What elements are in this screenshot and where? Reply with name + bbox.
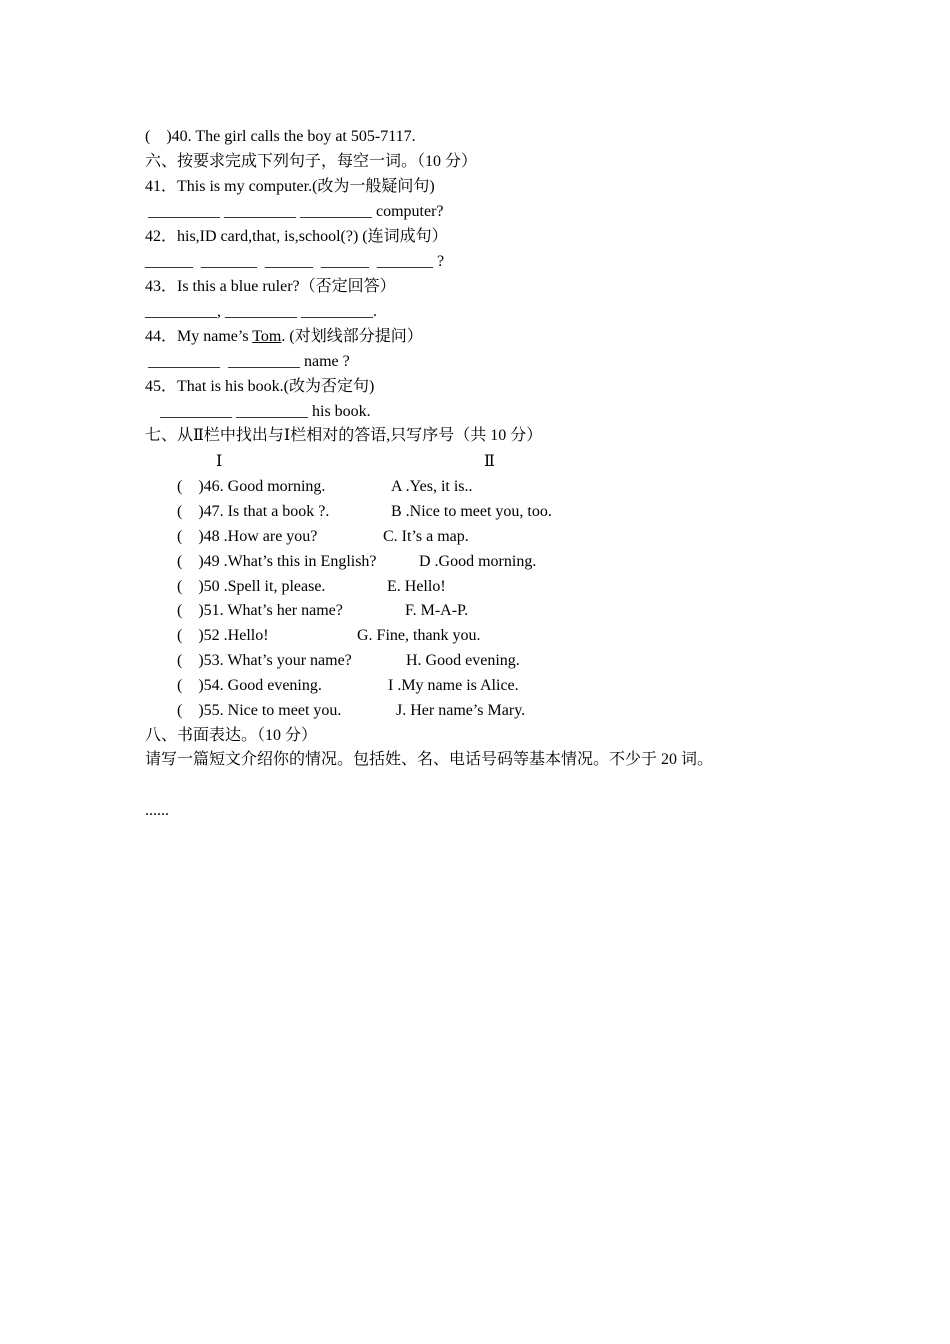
match-answer: I .My name is Alice. [388,677,519,694]
match-question: ( )55. Nice to meet you. [177,702,342,719]
match-answer: E. Hello! [387,578,446,595]
match-question: ( )54. Good evening. [177,677,322,694]
question-45-prompt: 45．That is his book.(改为否定句) [145,378,375,395]
match-answer: C. It’s a map. [383,528,469,545]
match-question: ( )53. What’s your name? [177,652,352,669]
section-8-title: 八、书面表达。（10 分） [145,727,318,744]
question-42-prompt: 42．his,ID card,that, is,school(?) (连词成句） [145,228,448,245]
question-40: ( )40. The girl calls the boy at 505-7117. [145,128,416,145]
question-41-prompt: 41．This is my computer.(改为一般疑问句) [145,178,435,195]
match-question: ( )52 .Hello! [177,627,269,644]
question-44-prefix: 44．My name’s [145,328,253,345]
question-44-prompt [145,327,423,347]
column-1-heading: Ⅰ [216,453,223,470]
match-question: ( )47. Is that a book ?. [177,503,330,520]
match-question: ( )48 .How are you? [177,528,318,545]
question-44-underlined: Tom [252,328,282,345]
question-43-prompt: 43．Is this a blue ruler?（否定回答） [145,278,396,295]
question-44-answer: _________ _________ name ? [148,353,350,370]
column-2-heading: Ⅱ [484,453,495,470]
match-answer: A .Yes, it is.. [391,478,473,495]
section-8-ellipsis: ...... [145,802,169,819]
question-41-answer: _________ _________ _________ computer? [148,203,444,220]
question-42-answer: ______ _______ ______ ______ _______ ? [145,253,445,270]
match-answer: H. Good evening. [406,652,520,669]
match-question: ( )49 .What’s this in English? [177,553,377,570]
section-7-title: 七、从Ⅱ栏中找出与Ⅰ栏相对的答语,只写序号（共 10 分） [145,427,543,444]
match-answer: F. M-A-P. [405,602,469,619]
section-8-prompt: 请写一篇短文介绍你的情况。包括姓、名、电话号码等基本情况。不少于 20 词。 [145,751,714,768]
match-answer: D .Good morning. [419,553,537,570]
match-question: ( )51. What’s her name? [177,602,343,619]
match-answer: J. Her name’s Mary. [396,702,526,719]
match-answer: B .Nice to meet you, too. [391,503,552,520]
match-answer: G. Fine, thank you. [357,627,481,644]
match-question: ( )50 .Spell it, please. [177,578,326,595]
question-43-answer: _________, _________ _________. [145,303,377,320]
question-44-suffix: . (对划线部分提问） [281,328,423,345]
section-6-title: 六、按要求完成下列句子，每空一词。（10 分） [145,153,478,170]
match-question: ( )46. Good morning. [177,478,326,495]
question-45-answer: _________ _________ his book. [160,403,371,420]
